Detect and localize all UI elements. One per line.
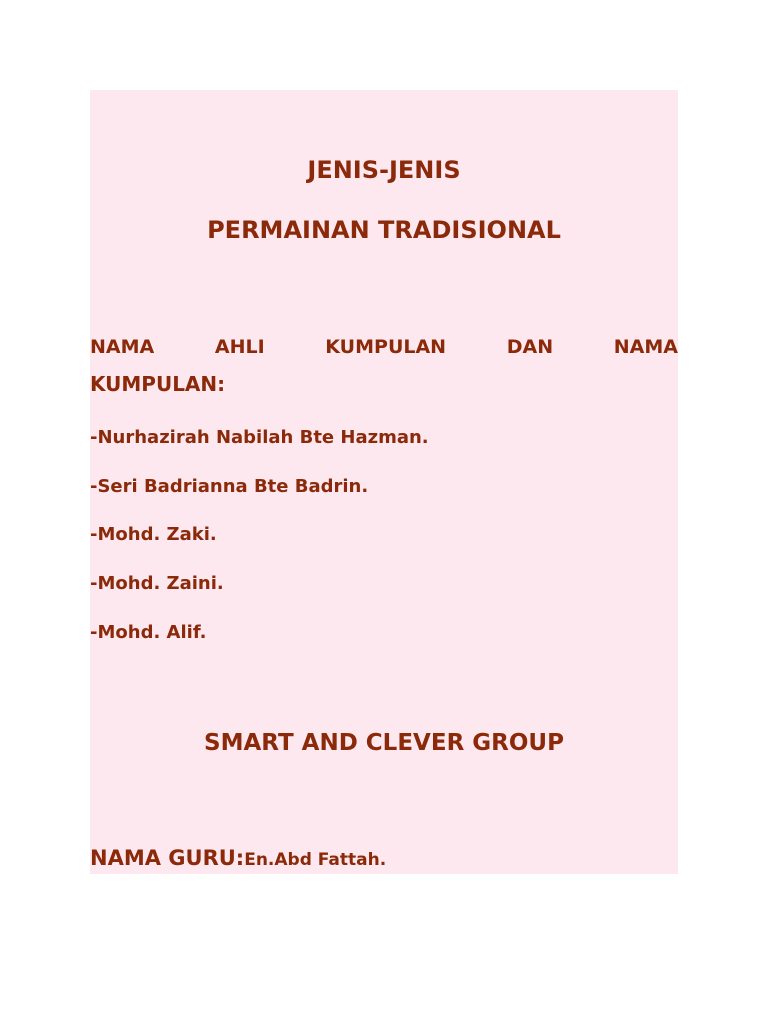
member-item: -Mohd. Zaki. [90, 524, 217, 545]
title-line-1: JENIS-JENIS [307, 156, 461, 184]
members-heading-continuation: KUMPULAN: [90, 372, 226, 396]
members-heading-word: AHLI [214, 336, 265, 358]
members-heading-word: NAMA [90, 336, 155, 358]
member-item: -Seri Badrianna Bte Badrin. [90, 476, 369, 497]
title-line-2: PERMAINAN TRADISIONAL [207, 216, 561, 244]
teacher-line [90, 846, 386, 870]
members-heading-word: NAMA [613, 336, 678, 358]
members-heading-word: KUMPULAN [325, 336, 447, 358]
group-name: SMART AND CLEVER GROUP [204, 730, 564, 756]
members-heading-word: DAN [506, 336, 554, 358]
teacher-name: En.Abd Fattah. [244, 850, 387, 870]
teacher-label: NAMA GURU: [90, 846, 245, 870]
member-item: -Mohd. Zaini. [90, 573, 224, 594]
members-heading [90, 336, 678, 358]
member-item: -Mohd. Alif. [90, 622, 207, 643]
document-page [90, 90, 678, 874]
member-item: -Nurhazirah Nabilah Bte Hazman. [90, 427, 429, 448]
